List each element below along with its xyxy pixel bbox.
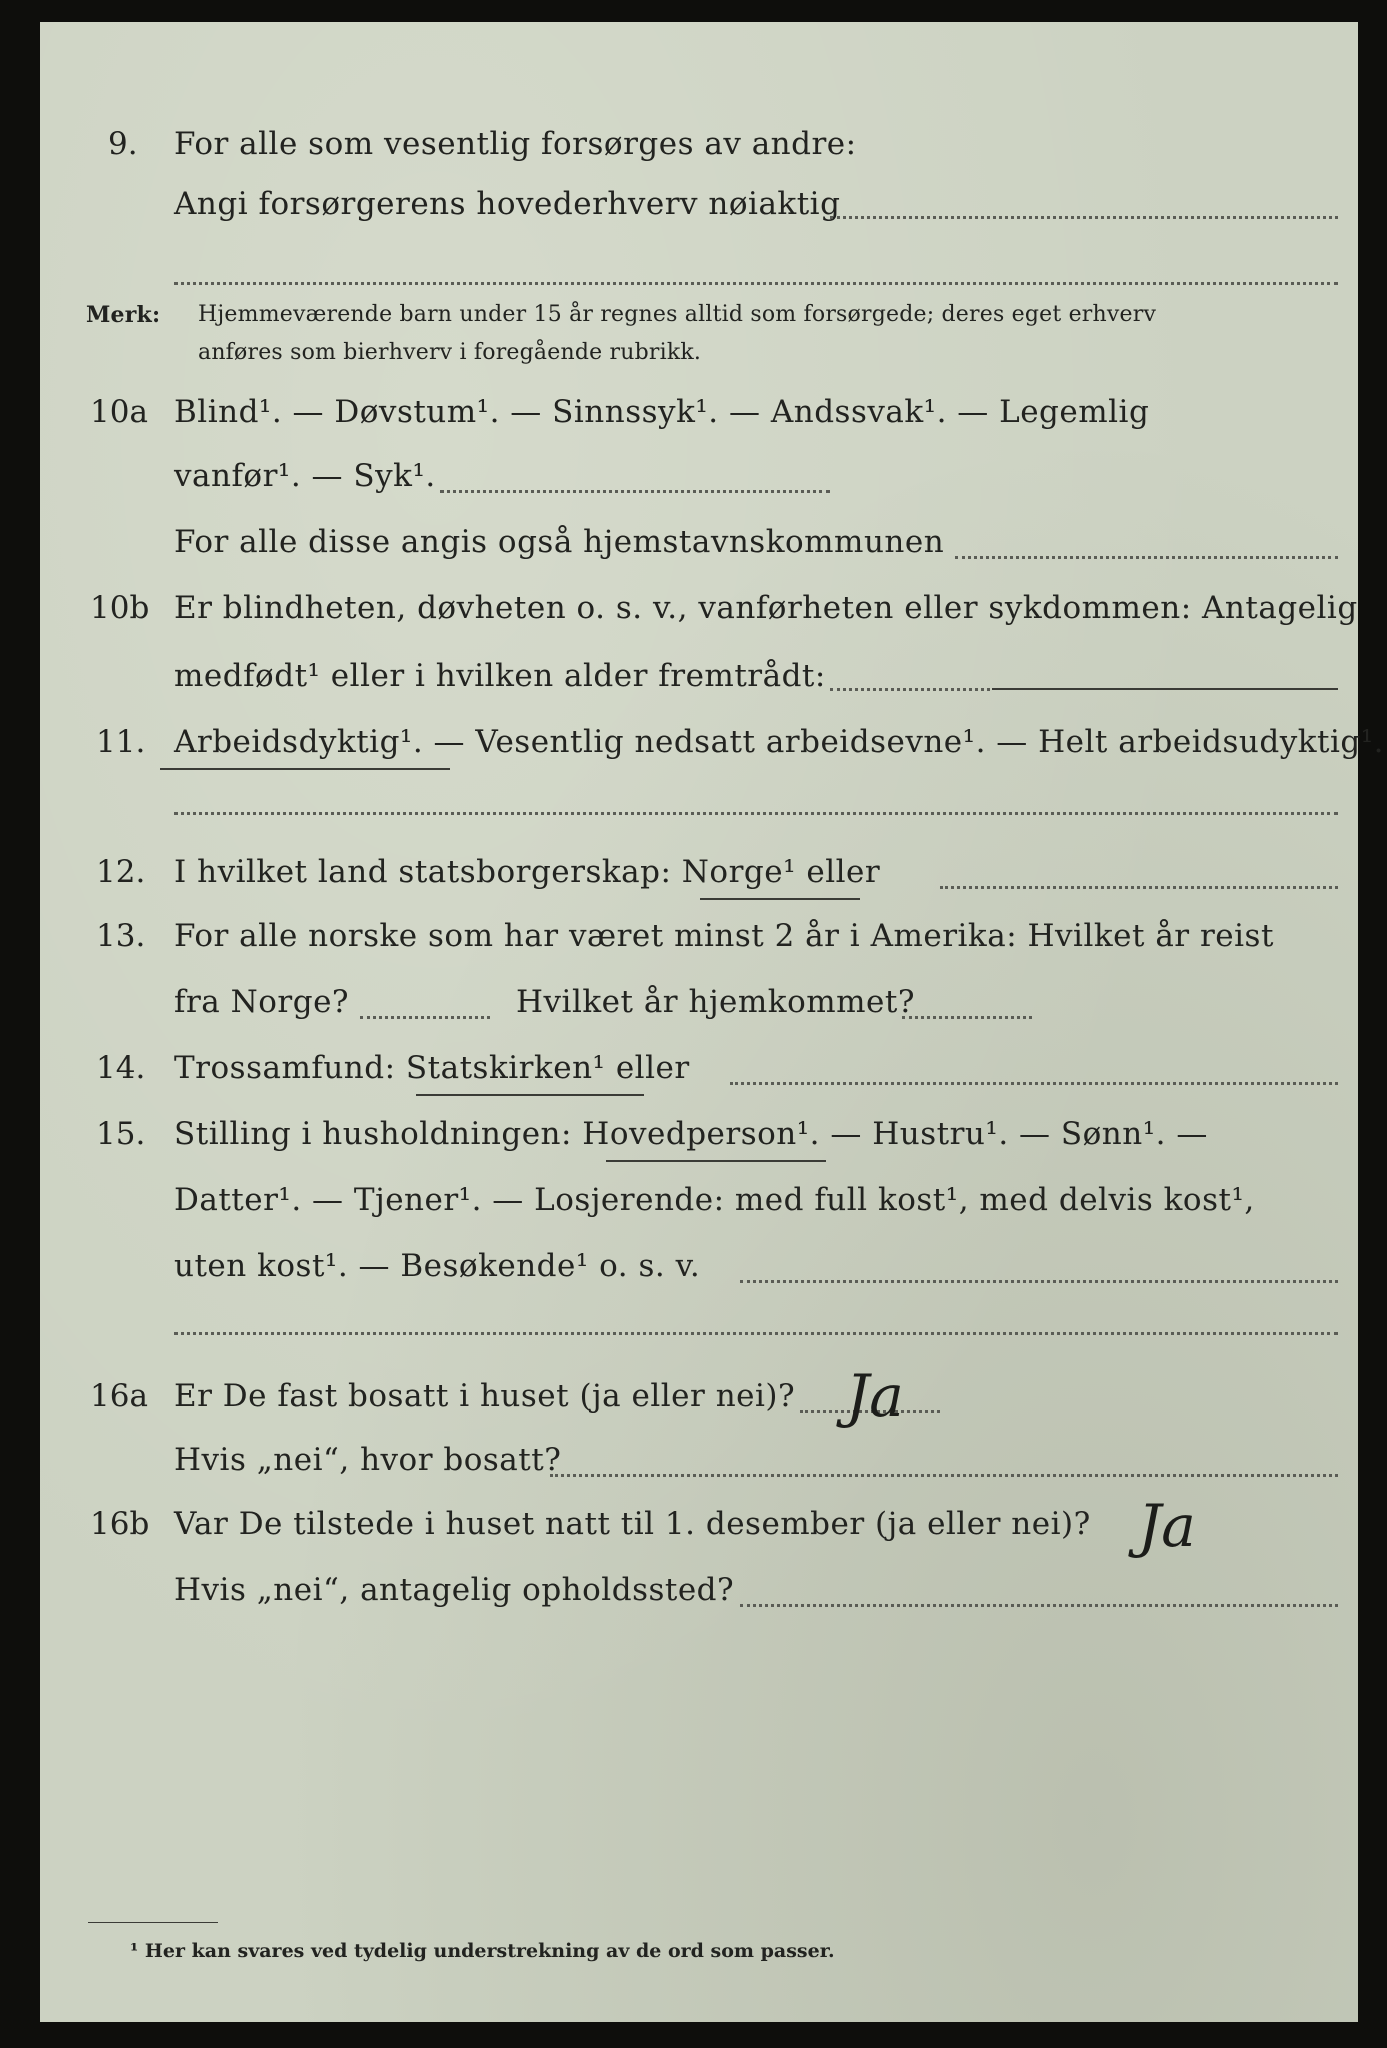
q15-number: 15. [96, 1116, 146, 1152]
q11-arbeidsdyktig-underline [160, 768, 450, 770]
footnote-rule [88, 1922, 218, 1923]
q11-answer-line [174, 812, 1338, 815]
q15-line2: Datter¹. — Tjener¹. — Losjerende: med full kost¹, med delvis kost¹, [174, 1182, 1255, 1218]
q16a-line1: Er De fast bosatt i huset (ja eller nei)? [174, 1378, 796, 1414]
q11-line1: Arbeidsdyktig¹. — Vesentlig nedsatt arbeidsevne¹. — Helt arbeidsudyktig¹. [174, 724, 1385, 760]
q15-line3: uten kost¹. — Besøkende¹ o. s. v. [174, 1248, 701, 1284]
q16b-number: 16b [90, 1506, 150, 1542]
merk-label: Merk: [86, 302, 161, 328]
merk-line2: anføres som bierhverv i foregående rubrikk. [198, 340, 702, 365]
q16b-line2: Hvis „nei“, antagelig opholdssted? [174, 1572, 735, 1608]
q13-hjemkommet-line [902, 1016, 1032, 1019]
q16a-bosatt-line [550, 1474, 1338, 1477]
q14-number: 14. [96, 1050, 146, 1086]
q14-statskirken-underline [416, 1094, 644, 1096]
q10b-line1: Er blindheten, døvheten o. s. v., vanførheten eller sykdommen: Antagelig [174, 590, 1358, 626]
q14-answer-line [730, 1082, 1338, 1085]
q16a-number: 16a [90, 1378, 148, 1414]
q16b-line1: Var De tilstede i huset natt til 1. desember (ja eller nei)? [174, 1506, 1091, 1542]
q10b-answer-stroke [992, 688, 1338, 690]
q12-norge-underline [700, 898, 860, 900]
q15-line1: Stilling i husholdningen: Hovedperson¹. — Hustru¹. — Sønn¹. — [174, 1116, 1208, 1152]
q10a-number: 10a [90, 394, 148, 430]
q13-line2a: fra Norge? [174, 984, 350, 1020]
q9-line2: Angi forsørgerens hovederhverv nøiaktig [174, 186, 841, 222]
q10a-line1: Blind¹. — Døvstum¹. — Sinnssyk¹. — Andssvak¹. — Legemlig [174, 394, 1150, 430]
q10a-answer-line [440, 490, 830, 493]
census-form-page [40, 22, 1385, 2022]
q16a-handwritten-answer: Ja [846, 1362, 904, 1430]
q13-reist-line [360, 1016, 490, 1019]
q16b-opholdssted-line [740, 1604, 1338, 1607]
q10a-line3: For alle disse angis også hjemstavnskommunen [174, 524, 945, 560]
q16a-line2: Hvis „nei“, hvor bosatt? [174, 1442, 562, 1478]
q12-line1: I hvilket land statsborgerskap: Norge¹ eller [174, 854, 881, 890]
q12-answer-line [940, 886, 1338, 889]
q12-number: 12. [96, 854, 146, 890]
q10b-number: 10b [90, 590, 150, 626]
q16b-handwritten-answer: Ja [1138, 1492, 1196, 1560]
q15-hovedperson-underline [606, 1160, 826, 1162]
q15-answer-line-2 [174, 1332, 1338, 1335]
footnote: ¹ Her kan svares ved tydelig understrekning av de ord som passer. [130, 1940, 835, 1962]
q9-number: 9. [108, 126, 138, 162]
q10a-hjemstavn-line [955, 556, 1338, 559]
q11-number: 11. [96, 724, 146, 760]
q15-answer-line [740, 1280, 1338, 1283]
q13-number: 13. [96, 918, 146, 954]
q10b-answer-line [830, 688, 990, 691]
q10a-line2: vanfør¹. — Syk¹. [174, 458, 436, 494]
q13-line2b: Hvilket år hjemkommet? [516, 984, 915, 1020]
q9-answer-line-2 [174, 282, 1338, 285]
q10b-line2: medfødt¹ eller i hvilken alder fremtrådt: [174, 658, 826, 694]
q9-answer-line [830, 216, 1338, 219]
merk-line1: Hjemmeværende barn under 15 år regnes alltid som forsørgede; deres eget erhverv [198, 302, 1157, 327]
q13-line1: For alle norske som har været minst 2 år i Amerika: Hvilket år reist [174, 918, 1274, 954]
q14-line1: Trossamfund: Statskirken¹ eller [174, 1050, 690, 1086]
q9-line1: For alle som vesentlig forsørges av andre: [174, 126, 857, 162]
